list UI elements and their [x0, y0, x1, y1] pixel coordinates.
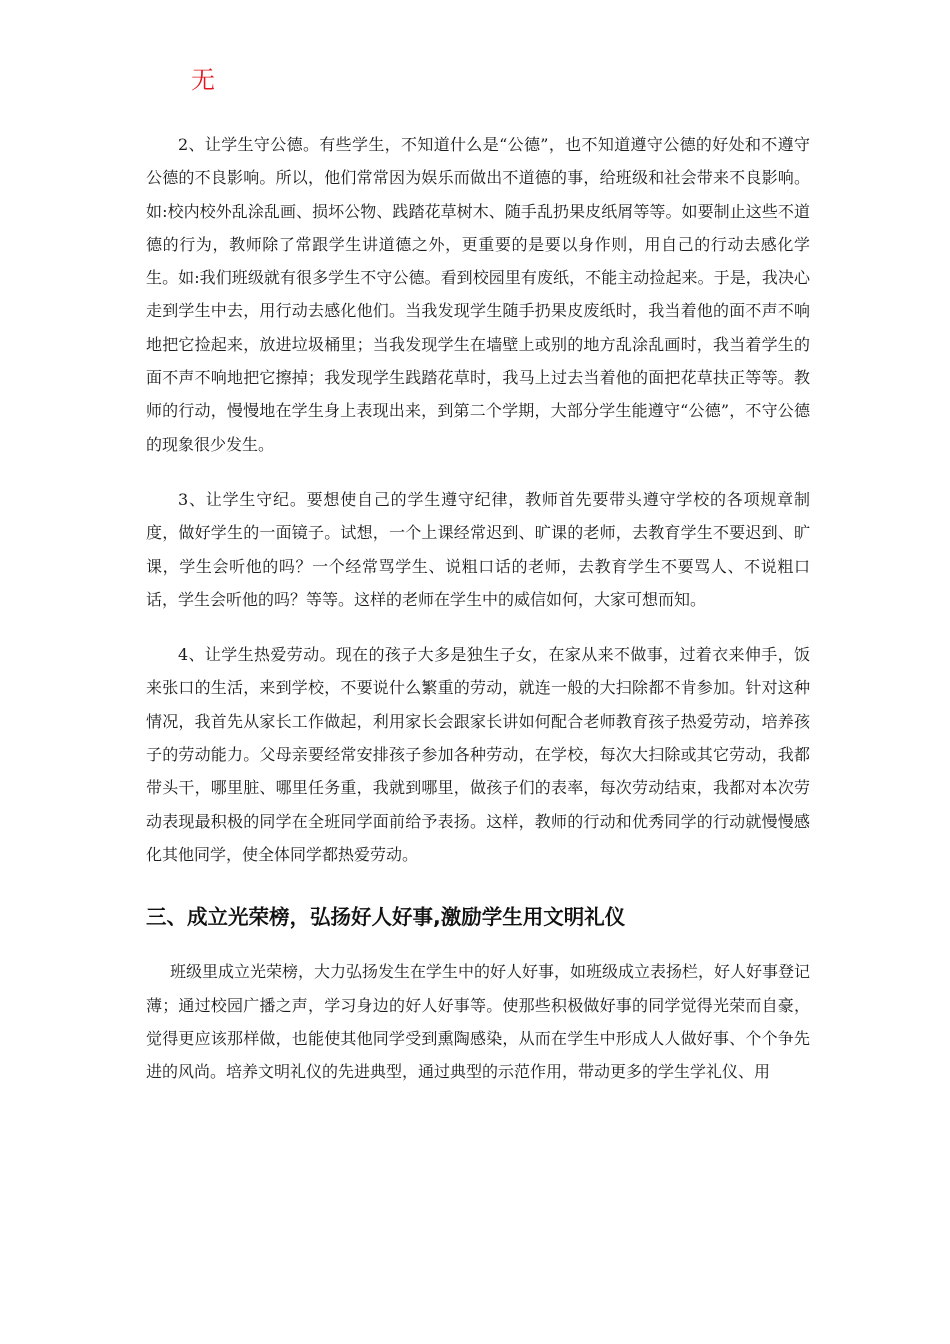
- paragraph-discipline: 3、让学生守纪。要想使自己的学生遵守纪律，教师首先要带头遵守学校的各项规章制度，做好学生的一面镜子。试想，一个上课经常迟到、旷课的老师，去教育学生不要迟到、旷课，学生会听他的吗？一个经常骂学生、说粗口话的老师，去教育学生不要骂人、不说粗口话，学生会听他的吗？等等。这样的老师在学生中的威信如何，大家可想而知。: [146, 489, 810, 609]
- paragraph-public-morality: 2、让学生守公德。有些学生，不知道什么是“公德”，也不知道遵守公德的好处和不遵守公德的不良影响。所以，他们常常因为娱乐而做出不道德的事，给班级和社会带来不良影响。如:校内校外乱涂乱画、损坏公物、践踏花草树木、随手乱扔果皮纸屑等等。如要制止这些不道德的行为，教师除了常跟学生讲道德之外，更重要的是要以身作则，用自己的行动去感化学生。如:我们班级就有很多学生不守公德。看到校园里有废纸，不能主动捡起来。于是，我决心走到学生中去，用行动去感化他们。当我发现学生随手扔果皮废纸时，我当着他的面不声不响地把它捡起来，放进垃圾桶里；当我发现学生在墙壁上或别的地方乱涂乱画时，我当着学生的面不声不响地把它擦掉；我发现学生践踏花草时，我马上过去当着他的面把花草扶正等等。教师的行动，慢慢地在学生身上表现出来，到第二个学期，大部分学生能遵守“公德”，不守公德的现象很少发生。: [146, 135, 810, 454]
- document-body: [146, 128, 810, 1088]
- section-heading-honor-roll: 三、成立光荣榜，弘扬好人好事,激励学生用文明礼仪: [146, 905, 626, 930]
- paragraph-labor: 4、让学生热爱劳动。现在的孩子大多是独生子女，在家从来不做事，过着衣来伸手，饭来张口的生活，来到学校，不要说什么繁重的劳动，就连一般的大扫除都不肯参加。针对这种情况，我首先从家长工作做起，利用家长会跟家长讲如何配合老师教育孩子热爱劳动，培养孩子的劳动能力。父母亲要经常安排孩子参加各种劳动，在学校，每次大扫除或其它劳动，我都带头干，哪里脏、哪里任务重，我就到哪里，做孩子们的表率，每次劳动结束，我都对本次劳动表现最积极的同学在全班同学面前给予表扬。这样，教师的行动和优秀同学的行动就慢慢感化其他同学，使全体同学都热爱劳动。: [146, 645, 810, 864]
- watermark-char: 无: [191, 66, 215, 94]
- paragraph-honor-roll: 班级里成立光荣榜，大力弘扬发生在学生中的好人好事，如班级成立表扬栏，好人好事登记薄；通过校园广播之声，学习身边的好人好事等。使那些积极做好事的同学觉得光荣而自豪，觉得更应该那样做，也能使其他同学受到熏陶感染，从而在学生中形成人人做好事、个个争先进的风尚。培养文明礼仪的先进典型，通过典型的示范作用，带动更多的学生学礼仪、用: [146, 962, 811, 1082]
